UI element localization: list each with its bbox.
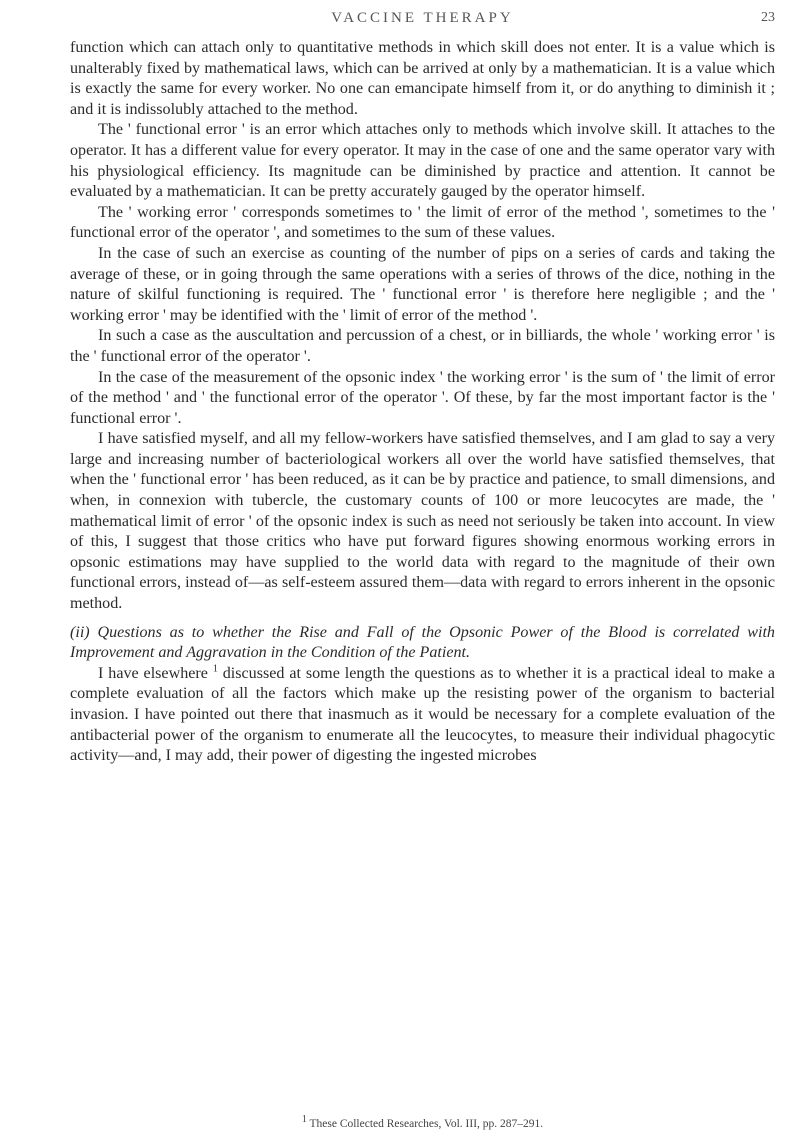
paragraph: function which can attach only to quantitative methods in which skill does not enter. It is a value which is unalterably fixed by mathematical laws, which can be arrived at only by a mathematician. It is a value which is exactly the same for every worker. No one can emancipate himself from it, or do anything to diminish it ; and it is indissolubly attached to the method. <box>70 39 775 118</box>
paragraph: In the case of the measurement of the opsonic index ' the working error ' is the sum of ' the limit of error of the method ' and ' the functional error of the operator '. Of these, by far the most important factor is the ' functional error '. <box>70 368 775 427</box>
footnote-mark: 1 <box>301 1114 307 1126</box>
body-text <box>70 38 775 767</box>
paragraph: The ' working error ' corresponds sometimes to ' the limit of error of the method ', sometimes to the ' functional error of the operator ', and sometimes to the sum of these values. <box>70 203 775 242</box>
section-heading <box>70 623 775 664</box>
running-head: VACCINE THERAPY <box>331 10 514 26</box>
section-title: Questions as to whether the Rise and Fall of the Opsonic Power of the Blood is correlated with Improvement and Aggravation in the Condition of the Patient. <box>70 623 775 662</box>
page-header <box>70 10 775 32</box>
footnote <box>70 1114 775 1130</box>
paragraph: In the case of such an exercise as counting of the number of pips on a series of cards and taking the average of these, or in going through the same operations with a series of throws of the dice, nothing in the nature of skilful functioning is required. The ' functional error ' is therefore here negligible ; and the ' working error ' may be identified with the ' limit of error of the method '. <box>70 244 775 324</box>
paragraph-text-rest: discussed at some length the questions as to whether it is a practical ideal to make a complete evaluation of all the factors which make up the resisting power of the organism to bacterial invasion. I have pointed out there that inasmuch as it would be necessary for a complete evaluation of the antibacterial power of the organism to enumerate all the leucocytes, to measure their individual phagocytic activity—and, I may add, their power of digesting the ingested microbes <box>70 664 776 765</box>
paragraph: In such a case as the auscultation and percussion of a chest, or in billiards, the whole ' working error ' is the ' functional error of the operator '. <box>70 327 775 365</box>
footnote-reference[interactable]: 1 <box>212 663 218 675</box>
page-number: 23 <box>761 10 775 25</box>
paragraph <box>70 664 775 767</box>
paragraph: I have satisfied myself, and all my fellow-workers have satisfied themselves, and I am glad to say a very large and increasing number of bacteriological workers all over the world have satisfied themselves, that when the ' functional error ' has been reduced, as it can be by practice and patience, to small dimensions, and when, in connexion with tubercle, the customary counts of 100 or more leucocytes are made, the ' mathematical limit of error ' of the opsonic index is such as need not seriously be taken into account. In view of this, I suggest that those critics who have put forward figures showing enormous working errors in opsonic estimations may have supplied to the world data with regard to the magnitude of their own functional errors, instead of—as self-esteem assured them—data with regard to errors inherent in the opsonic method. <box>70 430 775 613</box>
section-number: (ii) <box>70 623 90 641</box>
footnote-text: These Collected Researches, Vol. III, pp. 287–291. <box>309 1118 544 1130</box>
paragraph: The ' functional error ' is an error which attaches only to methods which involve skill. It attaches to the operator. It has a different value for every operator. It may in the case of one and the same operator vary with his physiological efficiency. Its magnitude can be diminished by practice and attention. It cannot be evaluated by a mathematician. It can be pretty accurately gauged by the operator himself. <box>70 121 775 201</box>
paragraph-text-start: I have elsewhere <box>98 664 208 682</box>
